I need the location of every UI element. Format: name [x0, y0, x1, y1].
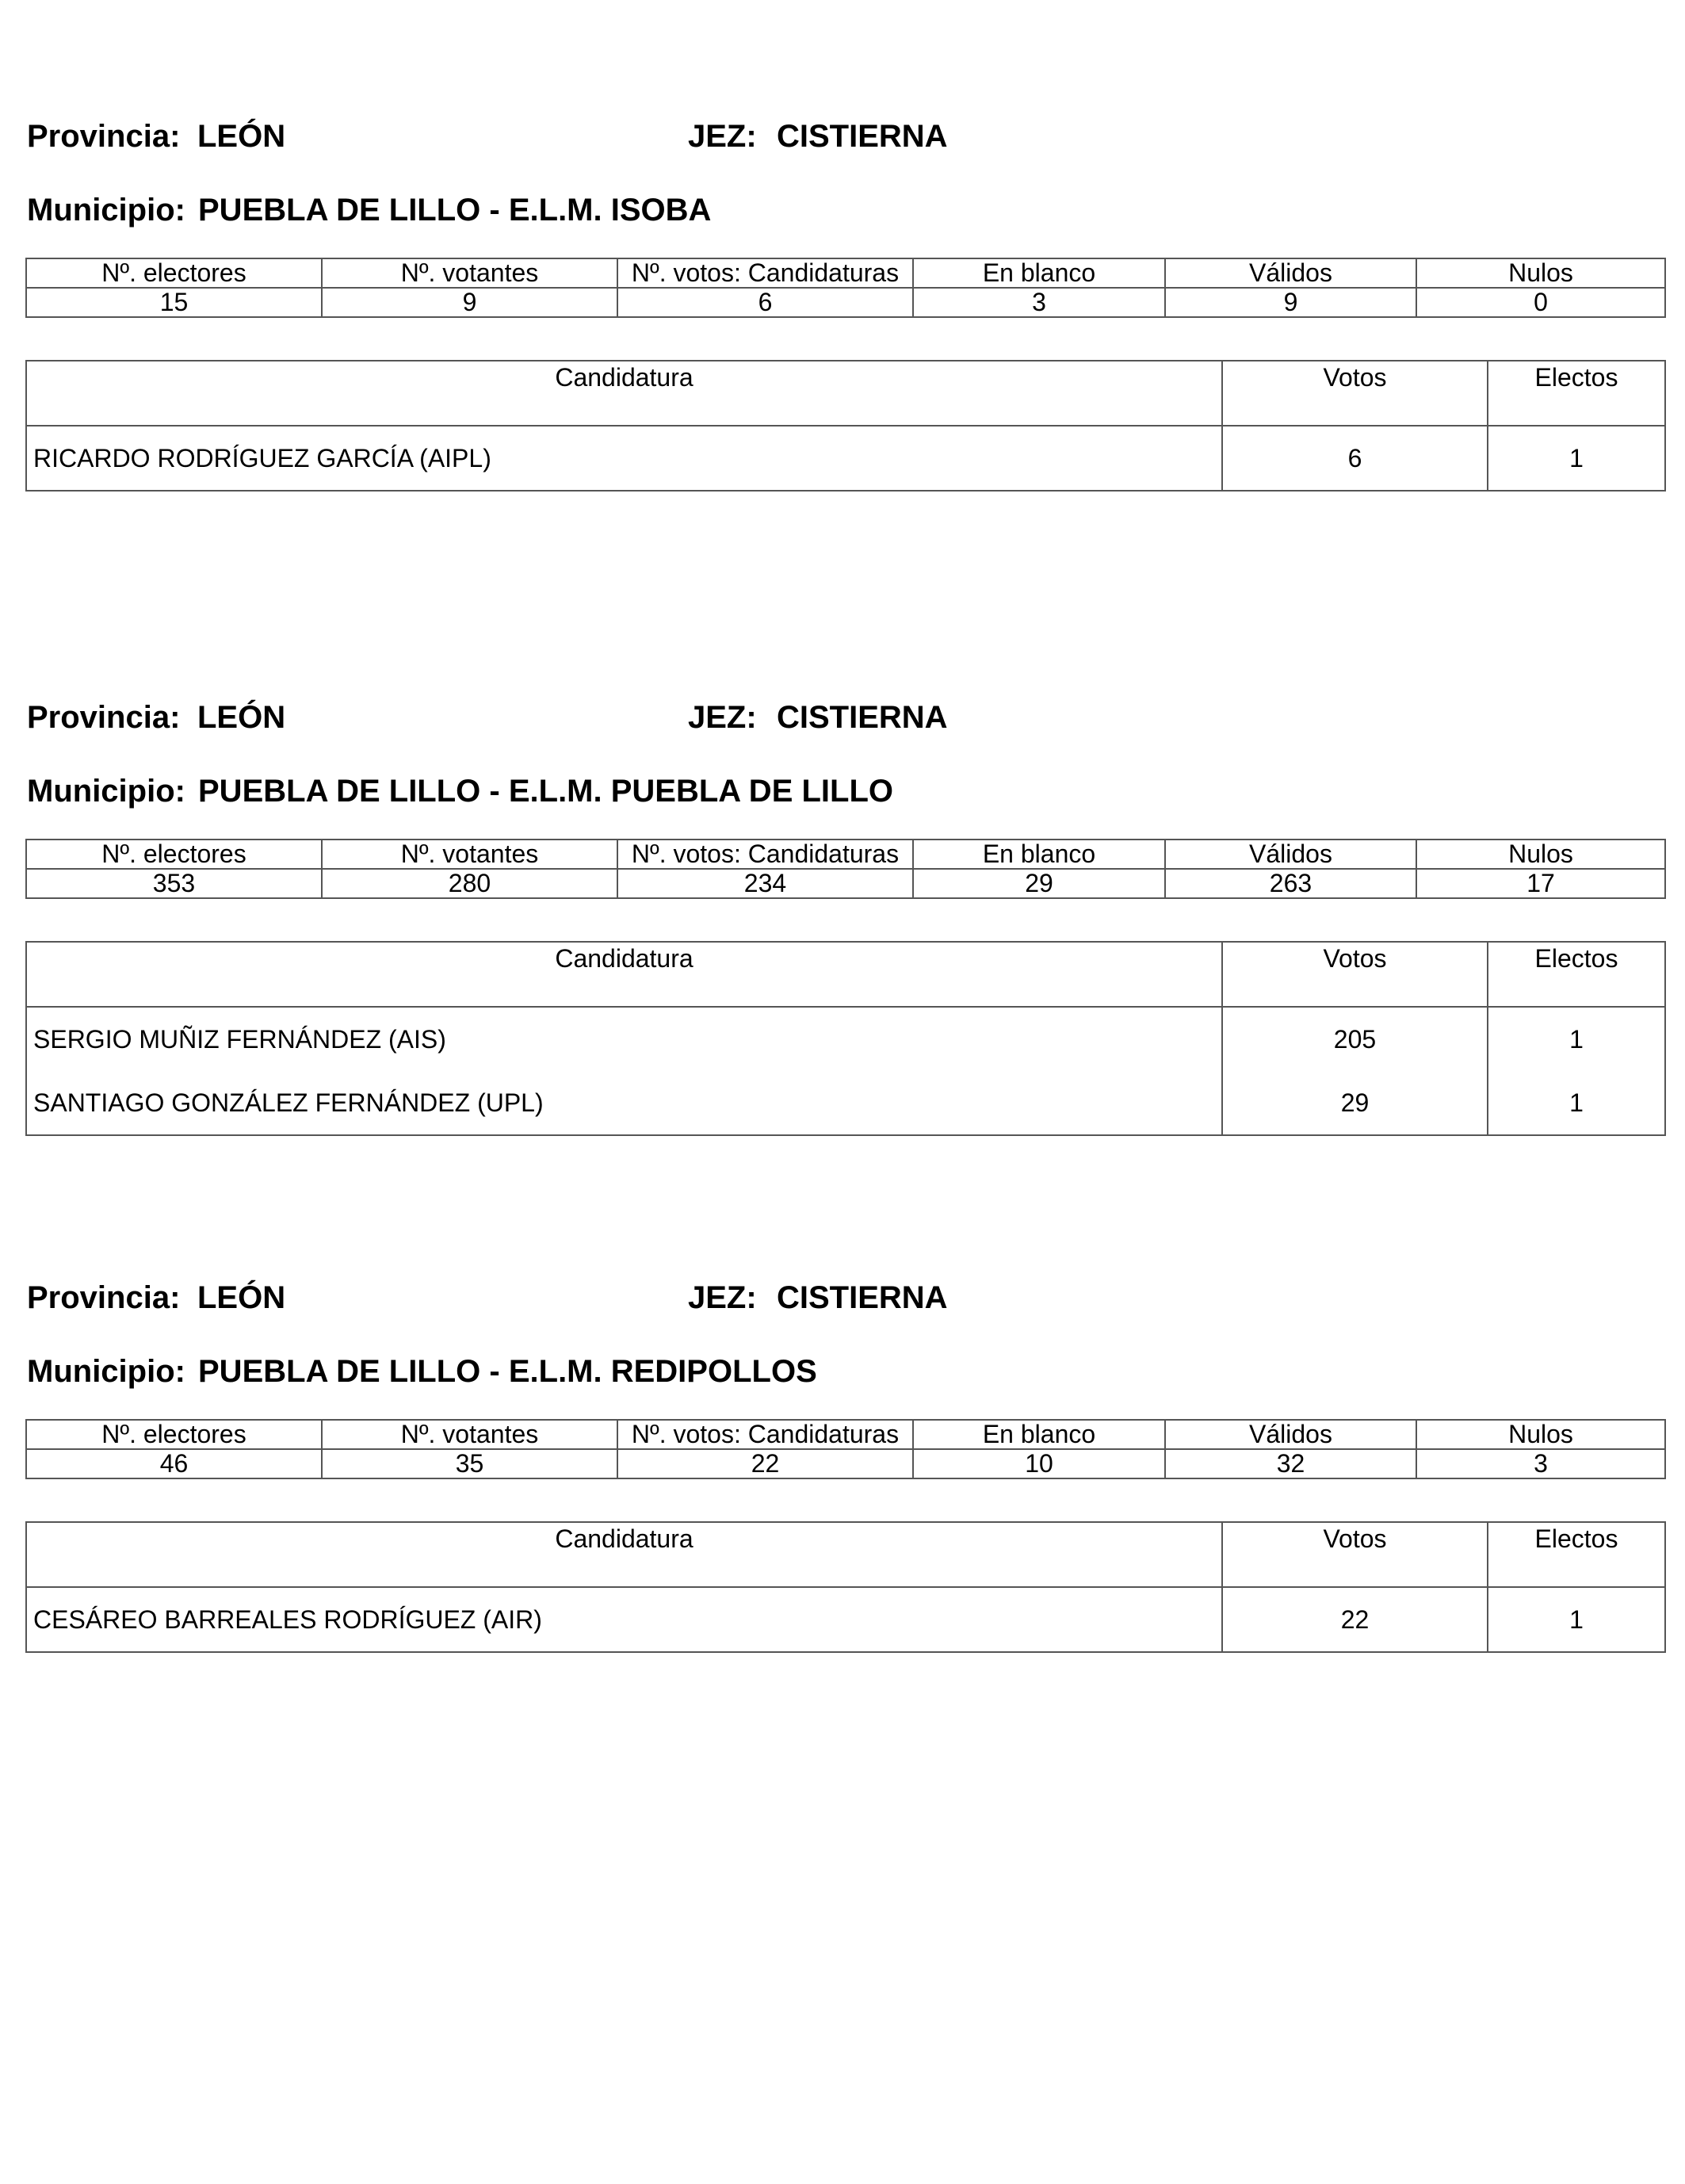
- stats-value-cell: 15: [26, 288, 322, 317]
- stats-table: [25, 1419, 1666, 1479]
- stats-header-cell: Válidos: [1165, 258, 1416, 288]
- jez-label: JEZ:: [688, 119, 757, 154]
- jez-value: CISTIERNA: [777, 700, 948, 735]
- candidate-votos: 6: [1222, 426, 1488, 491]
- candidates-header-cell: Candidatura: [26, 1522, 1222, 1587]
- stats-header-cell: Nulos: [1416, 258, 1665, 288]
- stats-header-cell: En blanco: [913, 258, 1165, 288]
- stats-value-row: [26, 869, 1665, 898]
- candidates-header-row: [26, 1522, 1665, 1587]
- municipio-value: PUEBLA DE LILLO - E.L.M. REDIPOLLOS: [198, 1354, 817, 1389]
- stats-value-cell: 46: [26, 1449, 322, 1478]
- candidates-table: [25, 941, 1666, 1136]
- candidate-votos: 22: [1222, 1587, 1488, 1652]
- stats-header-cell: Nº. electores: [26, 840, 322, 869]
- candidate-electos: 1: [1488, 1071, 1665, 1135]
- municipio-label: Municipio:: [27, 193, 185, 228]
- stats-header-row: [26, 1420, 1665, 1449]
- jez-label: JEZ:: [688, 1280, 757, 1315]
- candidates-header-cell: Candidatura: [26, 942, 1222, 1007]
- provincia-value: LEÓN: [197, 700, 286, 735]
- provincia-value: LEÓN: [197, 1280, 286, 1315]
- candidate-electos: 1: [1488, 1007, 1665, 1071]
- candidates-header-row: [26, 361, 1665, 426]
- stats-table: [25, 839, 1666, 899]
- jez-value: CISTIERNA: [777, 119, 948, 154]
- provincia-value: LEÓN: [197, 119, 286, 154]
- candidates-header-cell: Electos: [1488, 942, 1665, 1007]
- stats-header-cell: Nº. votantes: [322, 840, 617, 869]
- candidates-header-cell: Votos: [1222, 1522, 1488, 1587]
- candidate-name: SANTIAGO GONZÁLEZ FERNÁNDEZ (UPL): [26, 1071, 1222, 1135]
- stats-value-row: [26, 288, 1665, 317]
- candidates-table: [25, 360, 1666, 491]
- stats-header-cell: Nulos: [1416, 840, 1665, 869]
- stats-value-cell: 6: [617, 288, 913, 317]
- stats-header-cell: Válidos: [1165, 840, 1416, 869]
- candidate-name: SERGIO MUÑIZ FERNÁNDEZ (AIS): [26, 1007, 1222, 1071]
- stats-value-cell: 17: [1416, 869, 1665, 898]
- provincia-label: Provincia:: [27, 119, 181, 154]
- stats-header-cell: Nº. electores: [26, 1420, 322, 1449]
- stats-value-cell: 263: [1165, 869, 1416, 898]
- stats-header-cell: Válidos: [1165, 1420, 1416, 1449]
- stats-value-cell: 0: [1416, 288, 1665, 317]
- stats-header-cell: Nº. electores: [26, 258, 322, 288]
- candidate-row: [26, 1587, 1665, 1652]
- candidates-header-row: [26, 942, 1665, 1007]
- candidate-name: RICARDO RODRÍGUEZ GARCÍA (AIPL): [26, 426, 1222, 491]
- stats-header-cell: Nº. votos: Candidaturas: [617, 1420, 913, 1449]
- candidate-electos: 1: [1488, 426, 1665, 491]
- candidate-electos: 1: [1488, 1587, 1665, 1652]
- stats-header-cell: En blanco: [913, 1420, 1165, 1449]
- municipio-value: PUEBLA DE LILLO - E.L.M. PUEBLA DE LILLO: [198, 774, 894, 809]
- municipio-value: PUEBLA DE LILLO - E.L.M. ISOBA: [198, 193, 712, 228]
- candidate-votos: 29: [1222, 1071, 1488, 1135]
- stats-header-cell: Nº. votantes: [322, 258, 617, 288]
- stats-value-cell: 353: [26, 869, 322, 898]
- candidate-name: CESÁREO BARREALES RODRÍGUEZ (AIR): [26, 1587, 1222, 1652]
- stats-value-cell: 32: [1165, 1449, 1416, 1478]
- jez-label: JEZ:: [688, 700, 757, 735]
- candidates-header-cell: Candidatura: [26, 361, 1222, 426]
- stats-header-row: [26, 840, 1665, 869]
- stats-value-cell: 9: [322, 288, 617, 317]
- stats-value-cell: 22: [617, 1449, 913, 1478]
- stats-value-cell: 234: [617, 869, 913, 898]
- candidate-votos: 205: [1222, 1007, 1488, 1071]
- stats-header-cell: Nº. votantes: [322, 1420, 617, 1449]
- provincia-label: Provincia:: [27, 700, 181, 735]
- stats-value-row: [26, 1449, 1665, 1478]
- candidates-header-cell: Electos: [1488, 361, 1665, 426]
- candidate-row: [26, 426, 1665, 491]
- stats-value-cell: 3: [913, 288, 1165, 317]
- stats-value-cell: 29: [913, 869, 1165, 898]
- municipio-label: Municipio:: [27, 774, 185, 809]
- candidates-header-cell: Votos: [1222, 942, 1488, 1007]
- stats-value-cell: 280: [322, 869, 617, 898]
- stats-value-cell: 35: [322, 1449, 617, 1478]
- stats-value-cell: 10: [913, 1449, 1165, 1478]
- candidates-table: [25, 1521, 1666, 1653]
- provincia-label: Provincia:: [27, 1280, 181, 1315]
- stats-header-cell: En blanco: [913, 840, 1165, 869]
- jez-value: CISTIERNA: [777, 1280, 948, 1315]
- stats-value-cell: 9: [1165, 288, 1416, 317]
- stats-header-cell: Nulos: [1416, 1420, 1665, 1449]
- stats-header-cell: Nº. votos: Candidaturas: [617, 258, 913, 288]
- candidates-header-cell: Votos: [1222, 361, 1488, 426]
- candidate-row: [26, 1071, 1665, 1135]
- municipio-label: Municipio:: [27, 1354, 185, 1389]
- stats-table: [25, 258, 1666, 318]
- candidate-row: [26, 1007, 1665, 1071]
- stats-header-cell: Nº. votos: Candidaturas: [617, 840, 913, 869]
- candidates-header-cell: Electos: [1488, 1522, 1665, 1587]
- stats-value-cell: 3: [1416, 1449, 1665, 1478]
- stats-header-row: [26, 258, 1665, 288]
